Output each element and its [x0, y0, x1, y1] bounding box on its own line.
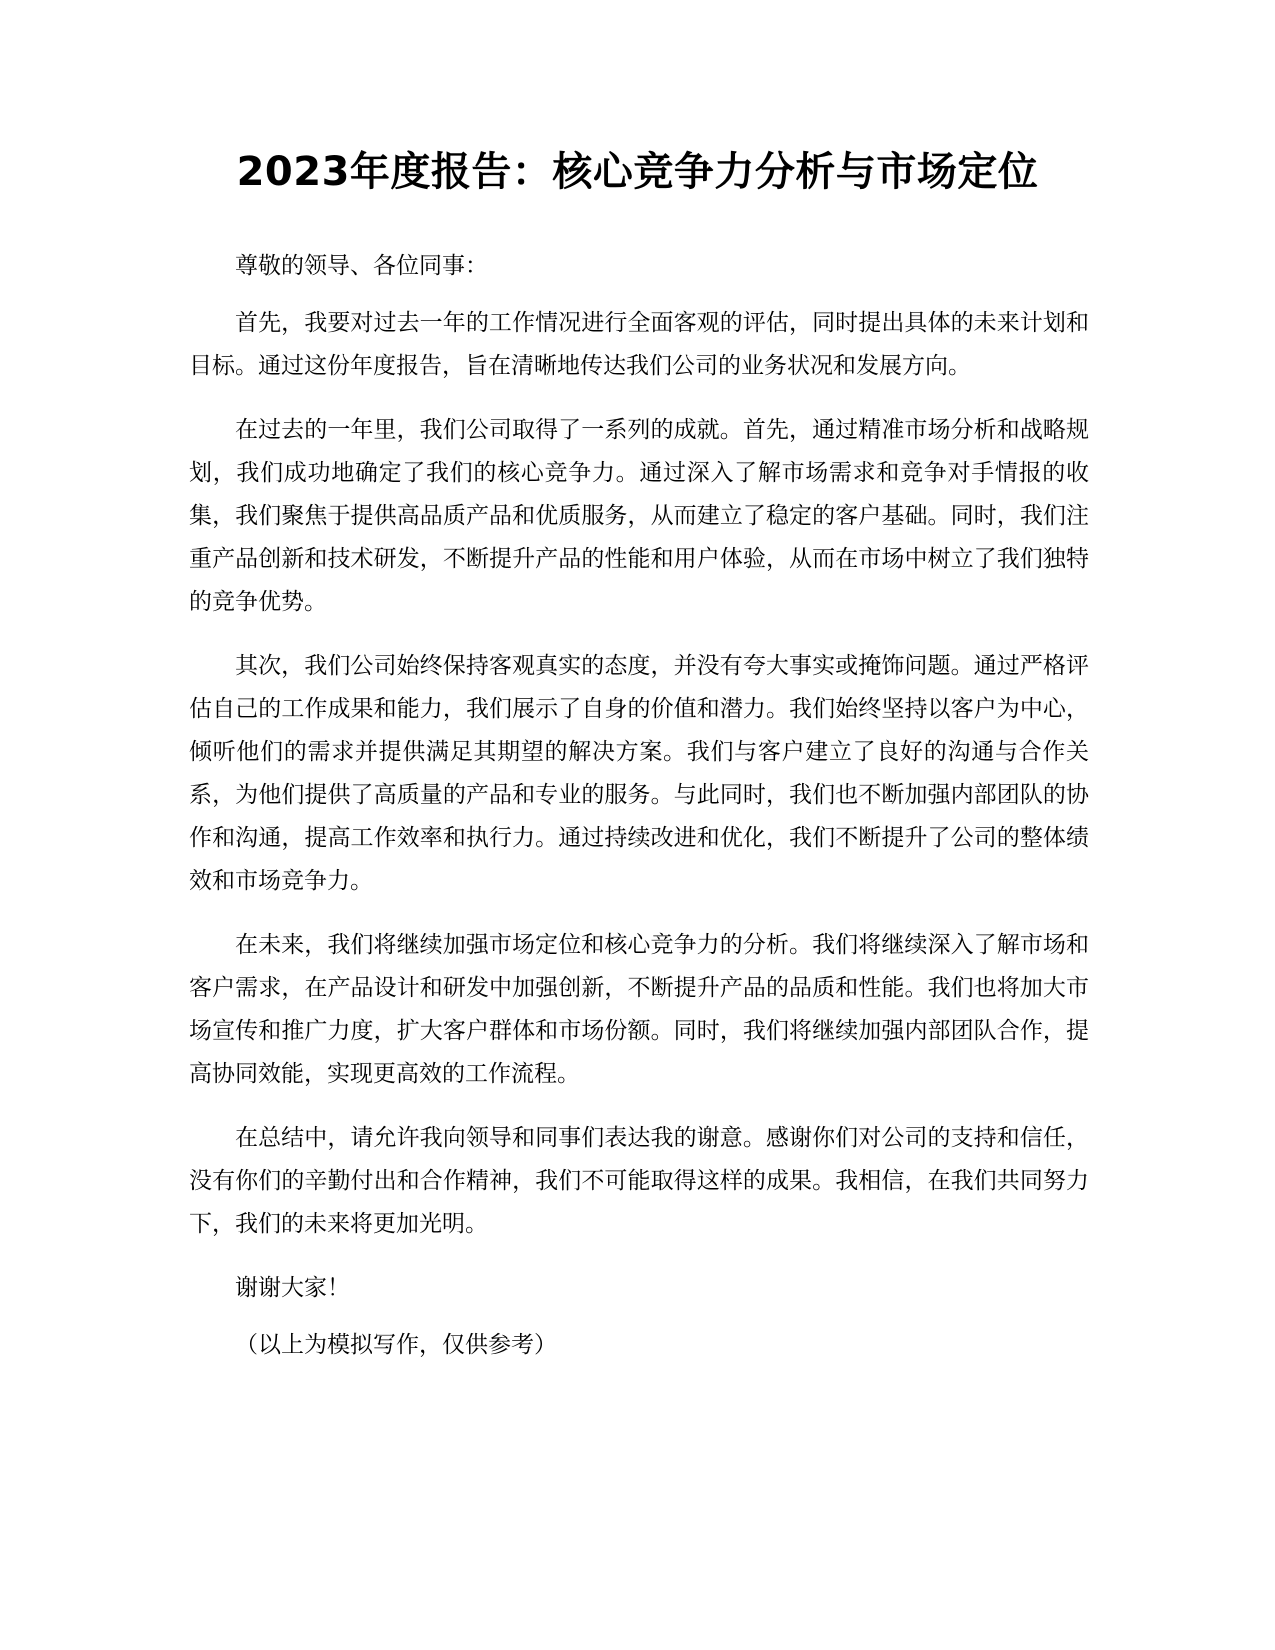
salutation: 尊敬的领导、各位同事：	[235, 253, 488, 279]
paragraph-intro: 首先，我要对过去一年的工作情况进行全面客观的评估，同时提出具体的未来计划和目标。通过这份年度报告，旨在清晰地传达我们公司的业务状况和发展方向。	[189, 310, 1089, 379]
paragraph-thanks: 在总结中，请允许我向领导和同事们表达我的谢意。感谢你们对公司的支持和信任，没有你们的辛勤付出和合作精神，我们不可能取得这样的成果。我相信，在我们共同努力下，我们的未来将更加光明。	[189, 1125, 1089, 1237]
paragraph-future: 在未来，我们将继续加强市场定位和核心竞争力的分析。我们将继续深入了解市场和客户需求，在产品设计和研发中加强创新，不断提升产品的品质和性能。我们也将加大市场宣传和推广力度，扩大客户群体和市场份额。同时，我们将继续加强内部团队合作，提高协同效能，实现更高效的工作流程。	[189, 932, 1089, 1087]
document-body	[189, 245, 1089, 1388]
document-title: 2023年度报告：核心竞争力分析与市场定位	[236, 149, 1039, 195]
paragraph-attitude: 其次，我们公司始终保持客观真实的态度，并没有夸大事实或掩饰问题。通过严格评估自己的工作成果和能力，我们展示了自身的价值和潜力。我们始终坚持以客户为中心，倾听他们的需求并提供满足其期望的解决方案。我们与客户建立了良好的沟通与合作关系，为他们提供了高质量的产品和专业的服务。与此同时，我们也不断加强内部团队的协作和沟通，提高工作效率和执行力。通过持续改进和优化，我们不断提升了公司的整体绩效和市场竞争力。	[189, 653, 1089, 894]
paragraph-achievements: 在过去的一年里，我们公司取得了一系列的成就。首先，通过精准市场分析和战略规划，我们成功地确定了我们的核心竞争力。通过深入了解市场需求和竞争对手情报的收集，我们聚焦于提供高品质产品和优质服务，从而建立了稳定的客户基础。同时，我们注重产品创新和技术研发，不断提升产品的性能和用户体验，从而在市场中树立了我们独特的竞争优势。	[189, 417, 1089, 615]
closing-line: 谢谢大家！	[235, 1275, 350, 1301]
disclaimer-note: （以上为模拟写作，仅供参考）	[235, 1332, 557, 1358]
